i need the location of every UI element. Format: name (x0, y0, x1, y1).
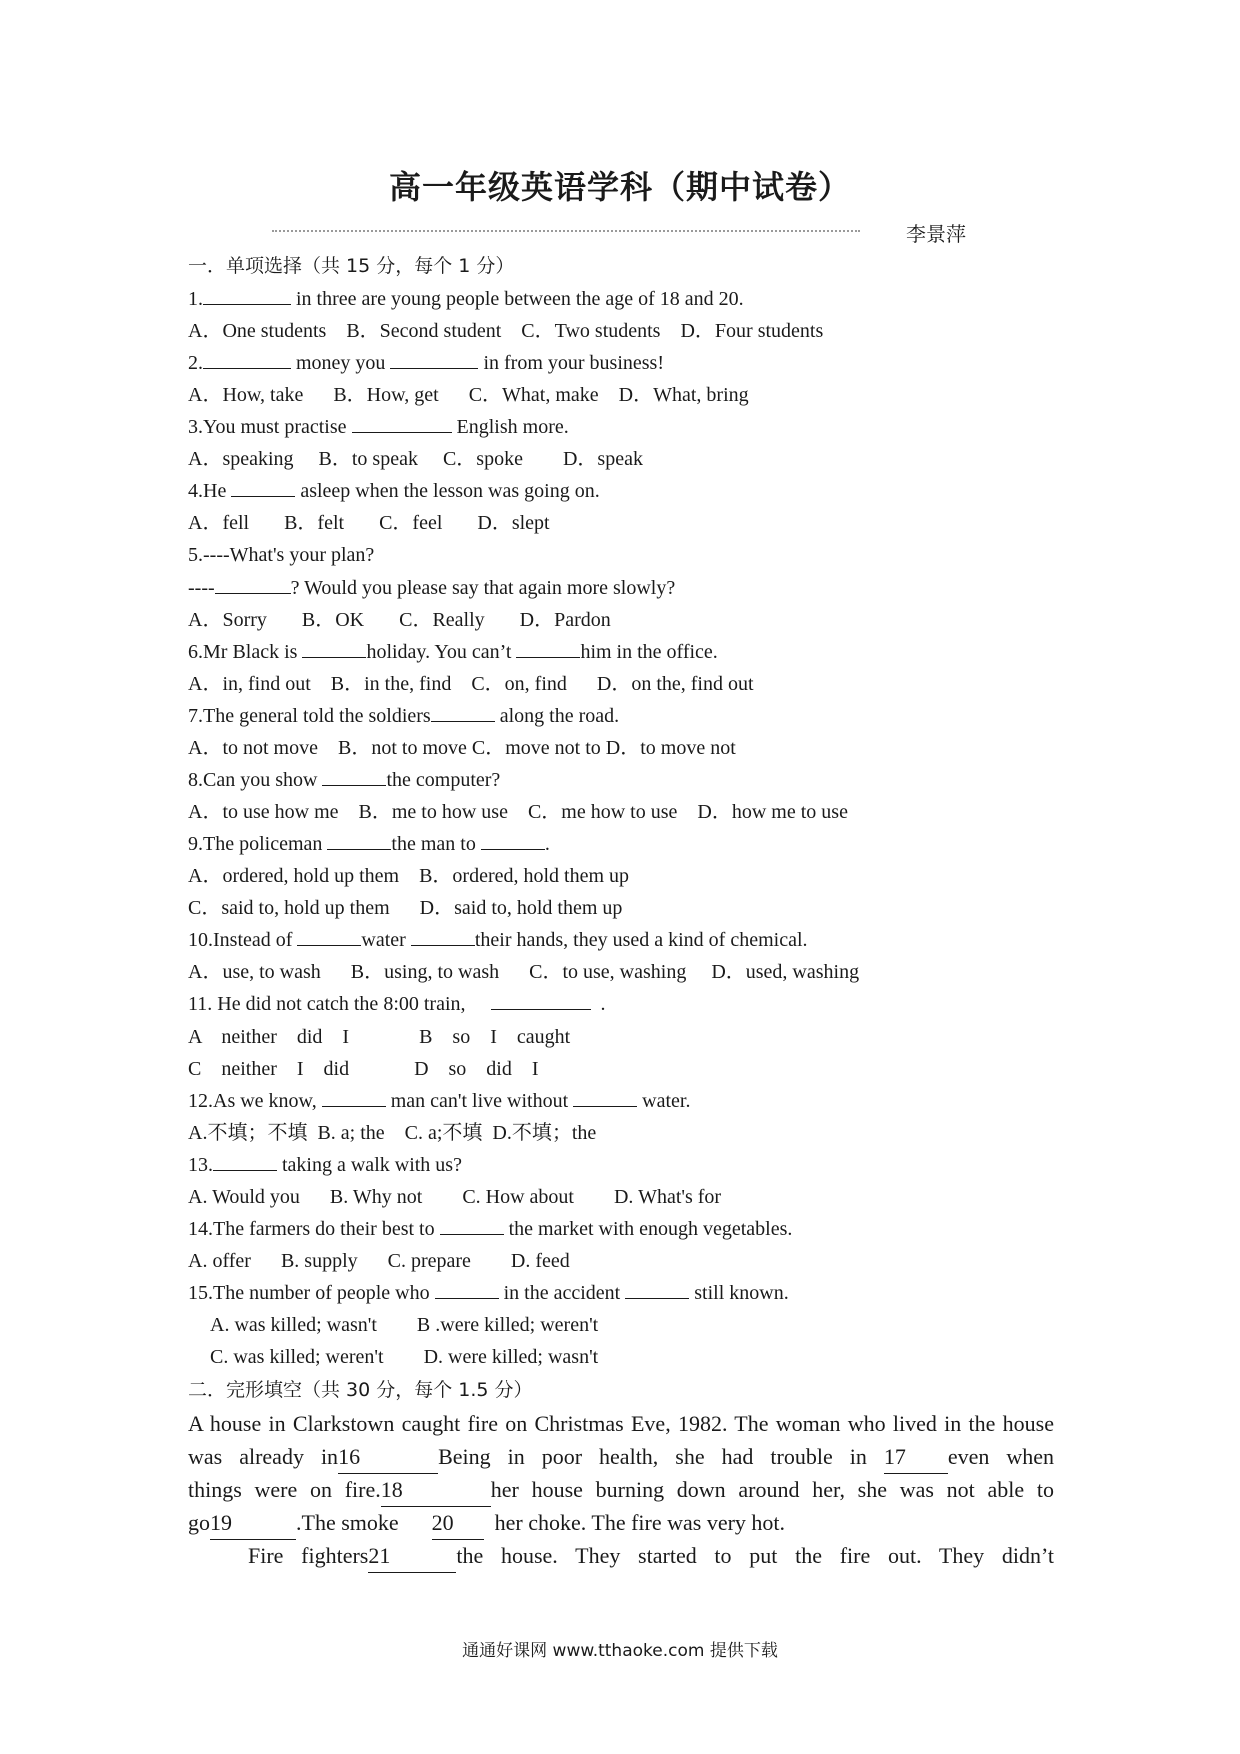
question-text: water (361, 929, 411, 951)
answer-blank (573, 1088, 637, 1107)
blank-number: 16 (338, 1440, 438, 1474)
passage-text: .The smoke (296, 1510, 432, 1535)
question-8 (188, 767, 500, 793)
question-1-options: A．One students B．Second student C．Two students D．Four students (188, 320, 824, 342)
passage-text: go (188, 1510, 210, 1535)
answer-blank (516, 639, 580, 658)
question-13 (188, 1152, 462, 1178)
question-text: 10.Instead of (188, 929, 298, 951)
passage-text: even when (947, 1444, 1055, 1469)
question-13-options: A. Would you B. Why not C. How about D. What's for (188, 1186, 722, 1208)
question-text: 15.The number of people who (188, 1282, 435, 1304)
answer-blank (213, 1152, 277, 1171)
question-10-options: A．use, to wash B．using, to wash C．to use, washing D．used, washing (188, 961, 860, 983)
exam-title: 高一年级英语学科（期中试卷） (388, 168, 851, 206)
question-text: 11. He did not catch the 8:00 train, (188, 993, 491, 1015)
passage-line-3 (188, 1473, 1054, 1507)
author-name: 李景萍 (906, 222, 966, 246)
question-6 (188, 639, 718, 665)
passage-text: things were on fire. (188, 1477, 381, 1502)
answer-blank (203, 350, 291, 369)
passage-text: the house. They started to put the fire out. They didn’t (456, 1543, 1054, 1568)
question-text: in three are young people between the age of 18 and 20. (291, 288, 744, 310)
question-text: along the road. (494, 705, 620, 727)
answer-blank (215, 575, 291, 594)
question-4 (188, 478, 600, 504)
section-heading-1: 一．单项选择（共 15 分，每个 1 分） (188, 255, 515, 277)
question-text: still known. (689, 1282, 789, 1304)
question-text: in from your business! (478, 352, 664, 374)
answer-blank (203, 286, 291, 305)
answer-blank (322, 1088, 386, 1107)
question-text: 7.The general told the soldiers (188, 705, 431, 727)
passage-line-1: A house in Clarkstown caught fire on Christmas Eve, 1982. The woman who lived in the house (188, 1411, 1054, 1436)
question-text: 8.Can you show (188, 769, 323, 791)
question-text: ? Would you please say that again more slowly? (290, 577, 676, 599)
footer-credit: 通通好课网 www.tthaoke.com 提供下载 (462, 1641, 778, 1661)
passage-text: her choke. The fire was very hot. (483, 1510, 786, 1535)
passage-text: was already in (188, 1444, 339, 1469)
section-heading-2: 二．完形填空（共 30 分，每个 1.5 分） (188, 1379, 533, 1401)
question-text: him in the office. (580, 641, 718, 663)
question-5-reply (188, 575, 675, 601)
question-11-options-b: C neither I did D so did I (188, 1058, 539, 1080)
question-text: man can't live without (385, 1090, 574, 1112)
question-text: English more. (451, 416, 569, 438)
question-text: 2. (188, 352, 203, 374)
blank-number: 19 (210, 1506, 296, 1540)
question-text: their hands, they used a kind of chemical. (474, 929, 808, 951)
question-5-options: A．Sorry B．OK C．Really D．Pardon (188, 609, 611, 631)
question-12-options: A.不填；不填 B. a; the C. a;不填 D.不填；the (188, 1122, 597, 1144)
question-7 (188, 703, 619, 729)
question-8-options: A．to use how me B．me to how use C．me how to use D．how me to use (188, 801, 848, 823)
question-text: the market with enough vegetables. (503, 1218, 793, 1240)
question-2 (188, 350, 664, 376)
question-3-options: A．speaking B．to speak C．spoke D．speak (188, 448, 643, 470)
question-14 (188, 1216, 792, 1242)
answer-blank (431, 703, 495, 722)
question-text: 13. (188, 1154, 213, 1176)
question-15-options-b: C. was killed; weren't D. were killed; wasn't (210, 1346, 599, 1368)
question-text: . (590, 993, 606, 1015)
question-text: in the accident (498, 1282, 626, 1304)
blank-number: 17 (884, 1440, 948, 1474)
question-9 (188, 831, 550, 857)
answer-blank (625, 1280, 689, 1299)
question-12 (188, 1088, 690, 1114)
question-text: holiday. You can’t (366, 641, 517, 663)
blank-number: 18 (381, 1473, 491, 1507)
question-text: 1. (188, 288, 203, 310)
question-9-options-b: C．said to, hold up them D．said to, hold them up (188, 897, 623, 919)
passage-text: Being in poor health, she had trouble in (438, 1444, 884, 1469)
question-text: water. (637, 1090, 691, 1112)
question-2-options: A．How, take B．How, get C．What, make D．What, bring (188, 384, 749, 406)
question-text: 9.The policeman (188, 833, 328, 855)
question-text: 6.Mr Black is (188, 641, 303, 663)
question-text: 4.He (188, 480, 232, 502)
passage-text: her house burning down around her, she was not able to (490, 1477, 1054, 1502)
question-7-options: A．to not move B．not to move C．move not to D．to move not (188, 737, 736, 759)
question-11-options-a: A neither did I B so I caught (188, 1026, 571, 1048)
answer-blank (297, 927, 361, 946)
passage-text: Fire fighters (248, 1543, 369, 1568)
question-3 (188, 414, 569, 440)
question-15 (188, 1280, 789, 1306)
answer-blank (435, 1280, 499, 1299)
question-11 (188, 991, 606, 1017)
question-text: . (544, 833, 550, 855)
answer-blank (302, 639, 366, 658)
answer-blank (327, 831, 391, 850)
question-text: 3.You must practise (188, 416, 352, 438)
answer-blank (491, 991, 591, 1010)
passage-line-5 (248, 1539, 1054, 1573)
question-10 (188, 927, 808, 953)
answer-blank (390, 350, 478, 369)
passage-line-2 (188, 1440, 1054, 1474)
passage-line-4 (188, 1506, 1054, 1540)
question-text: the man to (391, 833, 481, 855)
question-5: 5.----What's your plan? (188, 544, 375, 566)
question-text: money you (291, 352, 391, 374)
question-1 (188, 286, 744, 312)
question-6-options: A．in, find out B．in the, find C．on, find D．on the, find out (188, 673, 754, 695)
blank-number: 20 (432, 1506, 484, 1540)
answer-blank (352, 414, 452, 433)
question-text: 12.As we know, (188, 1090, 322, 1112)
answer-blank (322, 767, 386, 786)
question-text: ---- (188, 577, 215, 599)
question-9-options-a: A．ordered, hold up them B．ordered, hold them up (188, 865, 630, 887)
question-4-options: A．fell B．felt C．feel D．slept (188, 512, 550, 534)
blank-number: 21 (368, 1539, 456, 1573)
question-15-options-a: A. was killed; wasn't B .were killed; weren't (210, 1314, 599, 1336)
question-text: asleep when the lesson was going on. (295, 480, 600, 502)
answer-blank (440, 1216, 504, 1235)
question-text: 14.The farmers do their best to (188, 1218, 440, 1240)
question-text: taking a walk with us? (277, 1154, 462, 1176)
answer-blank (411, 927, 475, 946)
question-text: the computer? (386, 769, 501, 791)
answer-blank (231, 478, 295, 497)
answer-blank (481, 831, 545, 850)
question-14-options: A. offer B. supply C. prepare D. feed (188, 1250, 570, 1272)
dotted-separator (272, 222, 860, 232)
